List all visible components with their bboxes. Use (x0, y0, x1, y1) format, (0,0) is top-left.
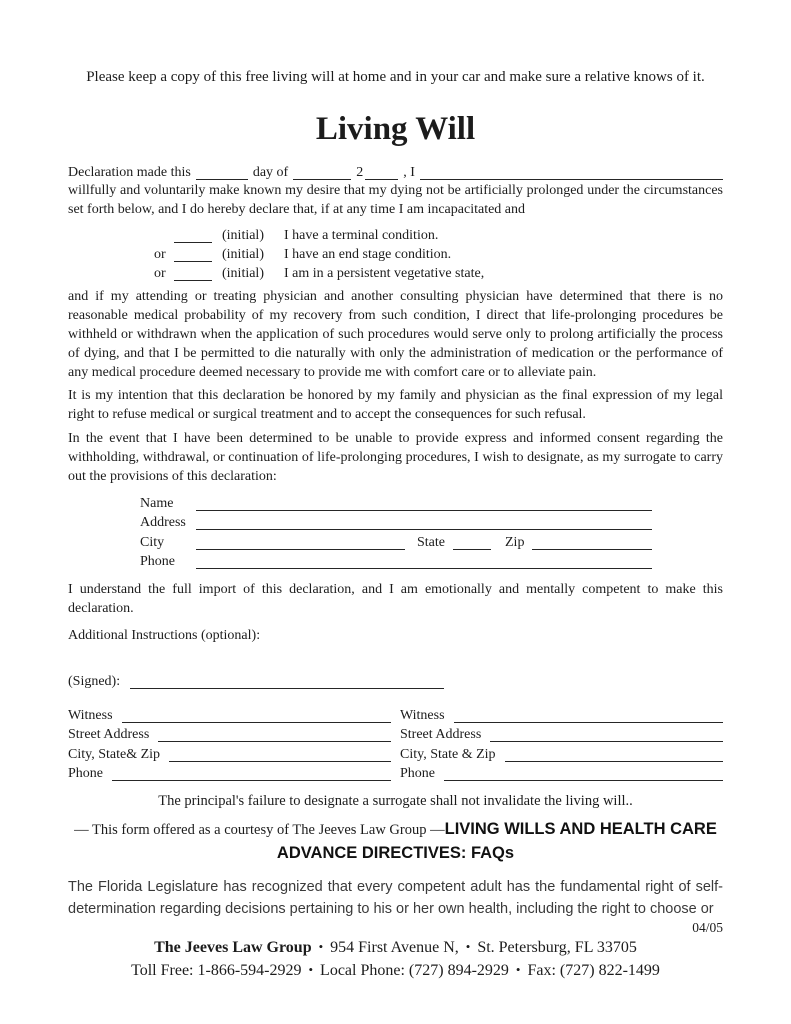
witness-row (400, 704, 723, 724)
phone-label: Phone (400, 766, 435, 781)
condition-row-end-stage (154, 244, 723, 263)
phone-row (68, 763, 391, 783)
initial-label: (initial) (222, 266, 264, 281)
zip-blank-line (532, 536, 652, 550)
witness-label: Witness (400, 707, 445, 723)
phone-blank-line (196, 555, 652, 569)
courtesy-line (68, 818, 723, 842)
street-address-label: Street Address (400, 727, 482, 742)
street-address-blank-line (490, 728, 723, 742)
footer-address-line (68, 936, 723, 959)
keep-copy-notice: Please keep a copy of this free living will at home and in your car and make sure a relative knows of it. (86, 69, 705, 85)
year-blank-line (365, 165, 398, 180)
bullet-separator: • (318, 939, 324, 954)
city-label: City (140, 534, 165, 550)
or-label: or (154, 266, 166, 281)
declaration-section (68, 162, 723, 219)
footer-local-phone: Local Phone: (727) 894-2929 (320, 961, 509, 979)
additional-instructions-label: Additional Instructions (optional): (68, 628, 261, 643)
surrogate-fields-section (140, 492, 652, 570)
declaration-opening-line (68, 162, 723, 181)
witness-row (68, 704, 391, 724)
name-blank-line (196, 497, 652, 511)
month-blank-line (293, 165, 351, 180)
intention-paragraph: It is my intention that this declaration be honored by my family and physician as the final expression of my legal right to refuse medical or surgical treatment and to accept the consequences for such refusal. (68, 388, 723, 422)
phone-row (400, 763, 723, 783)
state-label: State (417, 534, 445, 550)
footer-phone-line (68, 959, 723, 982)
name-field-row (140, 492, 652, 512)
witness-label: Witness (68, 707, 113, 723)
street-address-label: Street Address (68, 727, 150, 742)
page-title: Living Will (315, 111, 476, 147)
declarant-name-blank-line (420, 165, 723, 180)
condition-text: I have an end stage condition. (284, 247, 452, 262)
footer-toll-free: Toll Free: 1-866-594-2929 (131, 961, 302, 979)
footer-fax: Fax: (727) 822-1499 (527, 961, 660, 979)
footer-city: St. Petersburg, FL 33705 (477, 939, 637, 956)
condition-text: I have a terminal condition. (284, 228, 439, 243)
city-state-zip-row (400, 743, 723, 763)
courtesy-prefix: — This form offered as a courtesy of The Jeeves Law Group — (74, 822, 445, 838)
phone-label: Phone (68, 766, 103, 781)
phone-field-row (140, 551, 652, 571)
witness-blank-line (454, 709, 723, 723)
surrogate-paragraph: In the event that I have been determined to be unable to provide express and informed consent regarding the withholding, withdrawal, or continuation of life-prolonging procedures, I wish to designate, as my surrogate to carry out the provisions of this declaration: (68, 431, 723, 484)
bullet-separator: • (515, 961, 521, 977)
signature-blank-line (130, 675, 444, 689)
initial-blank-line (174, 228, 212, 243)
or-label: or (154, 247, 166, 262)
condition-text: I am in a persistent vegetative state, (284, 266, 485, 281)
city-blank-line (196, 536, 405, 550)
faq-heading-part2: ADVANCE DIRECTIVES: FAQs (276, 844, 515, 862)
initial-blank-line (174, 247, 212, 262)
city-state-zip-field-row (140, 531, 652, 551)
declarant-i-label: , I (403, 165, 415, 180)
signed-row (68, 671, 723, 690)
florida-legislature-paragraph: The Florida Legislature has recognized that every competent adult has the fundamental right of self-determination regarding decisions pertaining to his or her own health, including the right to choose or (68, 879, 723, 917)
city-state-zip-label: City, State& Zip (68, 746, 161, 762)
bullet-separator: • (465, 939, 471, 954)
day-of-label: day of (252, 165, 289, 180)
initial-label: (initial) (222, 228, 264, 243)
witness-column-right (400, 704, 723, 782)
address-blank-line (196, 516, 652, 530)
name-label: Name (140, 495, 174, 511)
footer-street: 954 First Avenue N, (330, 939, 459, 956)
competence-paragraph: I understand the full import of this declaration, and I am emotionally and mentally competent to make this declaration. (68, 582, 723, 616)
declaration-body-text: willfully and voluntarily make known my desire that my dying not be artificially prolonged under the circumstances set forth below, and I do hereby declare that, if at any time I am incapacitated and (68, 183, 723, 217)
city-state-zip-blank-line (169, 748, 391, 762)
street-address-row (68, 724, 391, 744)
initial-conditions-section (154, 225, 723, 282)
physician-paragraph: and if my attending or treating physician and another consulting physician have determined that there is no reasonable medical probability of my recovery from such condition, I direct that life-prolonging procedures be withheld or withdrawn when the application of such procedures would serve only to prolong artificially the process of dying, and that I be permitted to die naturally with only the administration of medication or the performance of any medical procedure deemed necessary to provide me with comfort care or to alleviate pain. (68, 289, 723, 380)
firm-name: The Jeeves Law Group (154, 939, 312, 956)
street-address-row (400, 724, 723, 744)
address-field-row (140, 512, 652, 532)
zip-label: Zip (505, 534, 525, 550)
city-state-zip-blank-line (505, 748, 723, 762)
signed-label: (Signed): (68, 674, 121, 689)
phone-blank-line (444, 767, 723, 781)
witness-column-left (68, 704, 391, 782)
witness-blank-line (122, 709, 391, 723)
condition-row-terminal (154, 225, 723, 244)
initial-label: (initial) (222, 247, 264, 262)
year-prefix: 2 (356, 165, 364, 180)
address-label: Address (140, 515, 186, 530)
city-state-zip-label: City, State & Zip (400, 746, 496, 762)
street-address-blank-line (158, 728, 391, 742)
faq-heading-part1: LIVING WILLS AND HEALTH CARE (444, 820, 717, 838)
witness-section (68, 704, 723, 782)
city-state-zip-row (68, 743, 391, 763)
state-blank-line (453, 536, 491, 550)
phone-blank-line (112, 767, 391, 781)
version-date: 04/05 (692, 920, 723, 935)
condition-row-vegetative (154, 263, 723, 282)
day-blank-line (196, 165, 248, 180)
faq-heading-line2-wrap (68, 842, 723, 866)
initial-blank-line (174, 266, 212, 281)
declaration-lead-text: Declaration made this (68, 165, 191, 180)
principal-note: The principal's failure to designate a surrogate shall not invalidate the living will.. (158, 793, 633, 809)
phone-label: Phone (140, 554, 175, 569)
bullet-separator: • (308, 961, 314, 977)
